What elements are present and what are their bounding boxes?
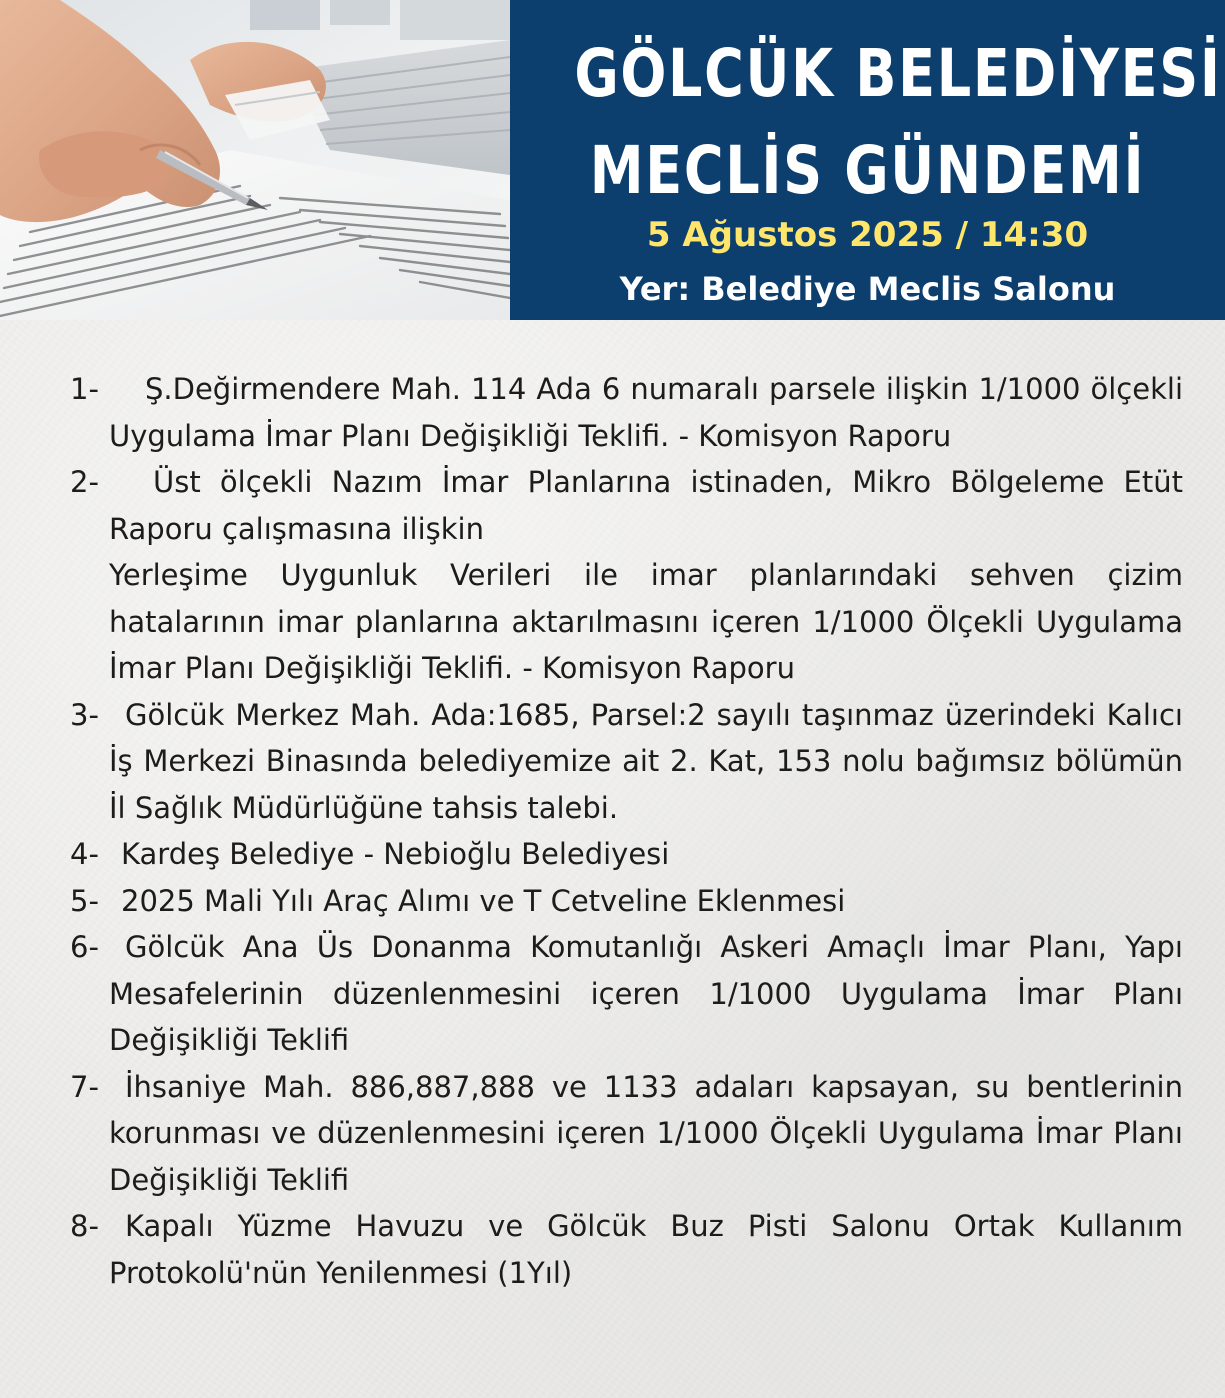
agenda-item-text: Ş.Değirmendere Mah. 114 Ada 6 numaralı parsele ilişkin 1/1000 ölçekli Uygulama İmar Planı Değişikliği Teklifi. - Komisyon Raporu — [109, 372, 1183, 453]
agenda-item-text: Kardeş Belediye - Nebioğlu Belediyesi — [121, 837, 670, 871]
agenda-item-number: 6- — [70, 930, 99, 964]
agenda-item-7 — [70, 1064, 1183, 1204]
agenda-item-number: 3- — [70, 697, 99, 732]
agenda-item-6 — [70, 924, 1183, 1064]
agenda-item-number: 5- — [70, 883, 99, 918]
agenda-item-text: Üst ölçekli Nazım İmar Planlarına istinaden, Mikro Bölgeleme Etüt Raporu çalışmasına ilişkin — [109, 465, 1183, 546]
agenda-item-number: 2- — [70, 465, 99, 499]
agenda-item-number: 8- — [70, 1209, 99, 1243]
agenda-item-4 — [70, 831, 1183, 878]
agenda-item-text: Gölcük Merkez Mah. Ada:1685, Parsel:2 sayılı taşınmaz üzerindeki Kalıcı İş Merkezi Binasında belediyemize ait 2. Kat, 153 nolu bağımsız bölümün İl Sağlık Müdürlüğüne tahsis talebi. — [109, 697, 1183, 825]
agenda-item-number: 4- — [70, 837, 99, 871]
agenda-item-text: Gölcük Ana Üs Donanma Komutanlığı Askeri Amaçlı İmar Planı, Yapı Mesafelerinin düzenlenmesini içeren 1/1000 Uygulama İmar Planı Değişikliği Teklifi — [109, 930, 1183, 1057]
header-photo-hand-writing — [0, 0, 510, 320]
agenda-item-number: 7- — [70, 1069, 99, 1104]
title-line-2: MECLİS GÜNDEMİ — [589, 132, 1146, 209]
agenda-item-text: 2025 Mali Yılı Araç Alımı ve T Cetveline Eklenmesi — [121, 883, 846, 918]
agenda-item-text-continued: Yerleşime Uygunluk Verileri ile imar planlarındaki sehven çizim hatalarının imar planlarına aktarılmasını içeren 1/1000 Ölçekli Uygulama İmar Planı Değişikliği Teklifi. - Komisyon Raporu — [109, 558, 1183, 685]
agenda-item-3 — [70, 692, 1183, 832]
agenda-item-text: İhsaniye Mah. 886,887,888 ve 1133 adaları kapsayan, su bentlerinin korunması ve düzenlenmesini içeren 1/1000 Ölçekli Uygulama İmar Planı Değişikliği Teklifi — [109, 1069, 1183, 1197]
header-panel — [510, 0, 1225, 320]
agenda-item-8 — [70, 1203, 1183, 1296]
agenda-item-number: 1- — [70, 372, 99, 406]
meeting-date-time: 5 Ağustos 2025 / 14:30 — [646, 215, 1089, 255]
agenda-item-text: Kapalı Yüzme Havuzu ve Gölcük Buz Pisti Salonu Ortak Kullanım Protokolü'nün Yenilenmesi (1Yıl) — [109, 1209, 1183, 1290]
agenda-list — [70, 366, 1183, 1296]
meeting-location: Yer: Belediye Meclis Salonu — [619, 270, 1116, 308]
agenda-item-1 — [70, 366, 1183, 459]
title-line-1: GÖLCÜK BELEDİYESİ — [574, 35, 1222, 112]
agenda-item-5 — [70, 878, 1183, 925]
agenda-item-2 — [70, 459, 1183, 692]
